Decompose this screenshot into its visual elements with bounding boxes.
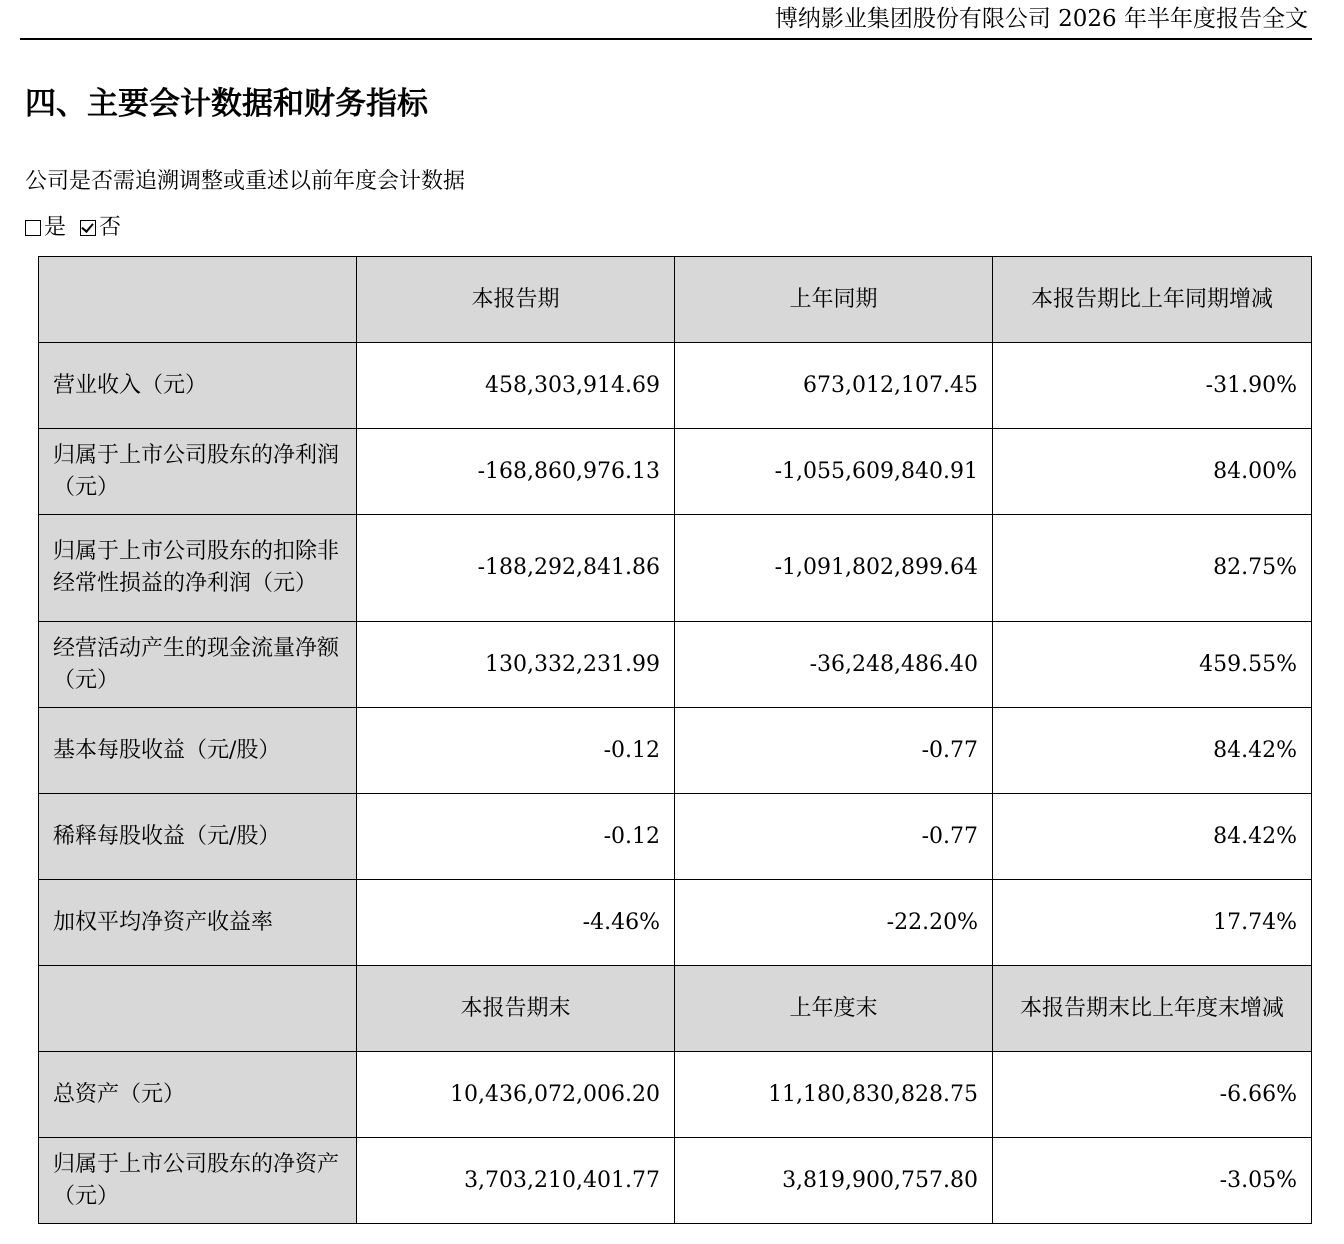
table-row	[39, 515, 1312, 622]
financial-data-table	[38, 256, 1312, 1224]
checkbox-yes-icon[interactable]	[25, 220, 41, 236]
current-value: -168,860,976.13	[357, 429, 675, 515]
table-header-row	[39, 257, 1312, 343]
table-row	[39, 708, 1312, 794]
row-label: 经营活动产生的现金流量净额（元）	[39, 622, 357, 708]
table-row	[39, 622, 1312, 708]
table-row	[39, 429, 1312, 515]
header-cell: 本报告期	[357, 257, 675, 343]
prior-value: -1,055,609,840.91	[675, 429, 993, 515]
row-label: 稀释每股收益（元/股）	[39, 794, 357, 880]
change-value: 17.74%	[993, 880, 1312, 966]
header-cell: 上年同期	[675, 257, 993, 343]
prior-value: -0.77	[675, 708, 993, 794]
section-title: 四、主要会计数据和财务指标	[25, 86, 428, 122]
change-value: -31.90%	[993, 343, 1312, 429]
prior-value: -36,248,486.40	[675, 622, 993, 708]
row-label: 归属于上市公司股东的净资产（元）	[39, 1138, 357, 1224]
change-value: -6.66%	[993, 1052, 1312, 1138]
prior-value: -1,091,802,899.64	[675, 515, 993, 622]
current-value: -188,292,841.86	[357, 515, 675, 622]
current-value: -4.46%	[357, 880, 675, 966]
option-no-label: 否	[99, 215, 122, 240]
prior-value: -0.77	[675, 794, 993, 880]
table-row	[39, 880, 1312, 966]
prior-value: -22.20%	[675, 880, 993, 966]
table-row	[39, 343, 1312, 429]
change-value: 84.42%	[993, 708, 1312, 794]
checkbox-no-checked-icon[interactable]	[80, 220, 96, 236]
restatement-options	[25, 212, 121, 244]
row-label: 归属于上市公司股东的扣除非经常性损益的净利润（元）	[39, 515, 357, 622]
option-yes-label: 是	[44, 215, 67, 240]
row-label: 归属于上市公司股东的净利润（元）	[39, 429, 357, 515]
header-cell: 本报告期末比上年度末增减	[993, 966, 1312, 1052]
restatement-question: 公司是否需追溯调整或重述以前年度会计数据	[25, 169, 466, 194]
current-value: 3,703,210,401.77	[357, 1138, 675, 1224]
row-label: 加权平均净资产收益率	[39, 880, 357, 966]
header-cell: 本报告期末	[357, 966, 675, 1052]
current-value: 130,332,231.99	[357, 622, 675, 708]
change-value: -3.05%	[993, 1138, 1312, 1224]
current-value: -0.12	[357, 794, 675, 880]
row-label: 营业收入（元）	[39, 343, 357, 429]
prior-value: 3,819,900,757.80	[675, 1138, 993, 1224]
change-value: 82.75%	[993, 515, 1312, 622]
table-row	[39, 1138, 1312, 1224]
table-subheader-row	[39, 966, 1312, 1052]
current-value: 10,436,072,006.20	[357, 1052, 675, 1138]
change-value: 459.55%	[993, 622, 1312, 708]
current-value: -0.12	[357, 708, 675, 794]
table-row	[39, 1052, 1312, 1138]
header-cell	[39, 966, 357, 1052]
prior-value: 673,012,107.45	[675, 343, 993, 429]
header-cell: 本报告期比上年同期增减	[993, 257, 1312, 343]
row-label: 总资产（元）	[39, 1052, 357, 1138]
page-header	[20, 0, 1312, 40]
change-value: 84.42%	[993, 794, 1312, 880]
prior-value: 11,180,830,828.75	[675, 1052, 993, 1138]
row-label: 基本每股收益（元/股）	[39, 708, 357, 794]
table-row	[39, 794, 1312, 880]
header-cell: 上年度末	[675, 966, 993, 1052]
change-value: 84.00%	[993, 429, 1312, 515]
header-cell	[39, 257, 357, 343]
current-value: 458,303,914.69	[357, 343, 675, 429]
report-title: 博纳影业集团股份有限公司 2026 年半年度报告全文	[774, 6, 1308, 32]
